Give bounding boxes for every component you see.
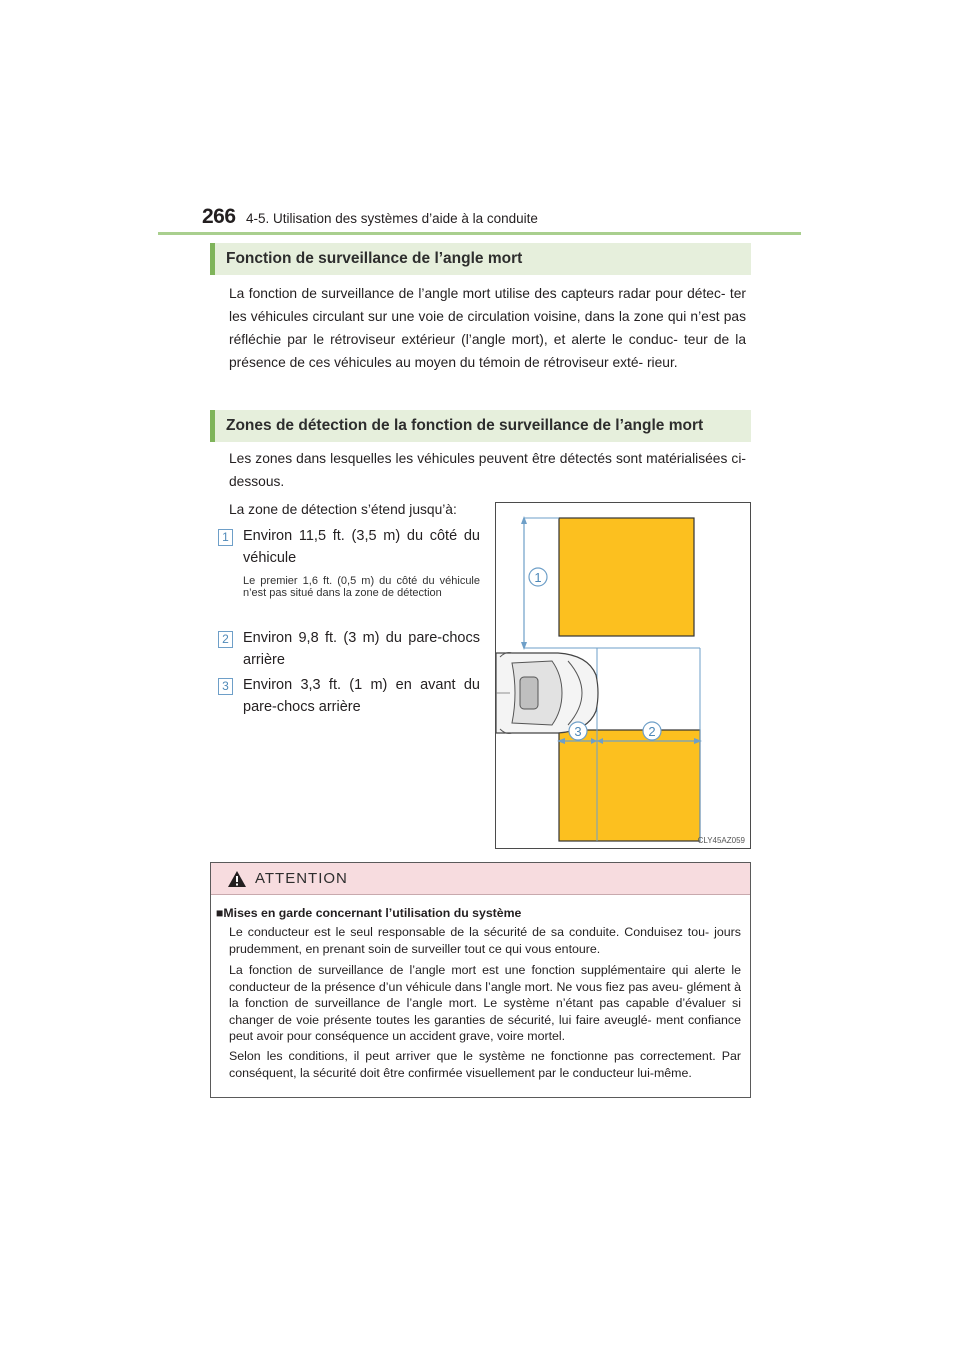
section-heading-text: Fonction de surveillance de l’angle mort <box>226 250 523 267</box>
item-number-badge: 1 <box>218 529 233 546</box>
section-intro-text: Les zones dans lesquelles les véhicules peuvent être détectés sont matérialisées ci-dessous. <box>229 451 746 489</box>
item-number-badge: 2 <box>218 631 233 648</box>
section-body-text: La fonction de surveillance de l’angle mort utilise des capteurs radar pour détec- ter les véhicules circulant sur une voie de circulation voisine, dans la zone qui n’est pas réfléchie par le rétroviseur extérieur (l’angle mort), et alerte le conduc- teur de la présence de ces véhicules au moyen du témoin de rétroviseur exté- rieur. <box>229 286 746 370</box>
attention-paragraph: Le conducteur est le seul responsable de la sécurité de sa conduite. Conduisez tou- jours prudemment, en prenant soin de surveiller tout ce qui vous entoure. <box>229 925 741 956</box>
warning-triangle-icon <box>228 871 246 887</box>
callout-3-label: 3 <box>574 724 582 739</box>
item-number-badge: 3 <box>218 678 233 695</box>
diagram-canvas <box>496 503 750 848</box>
attention-title: ATTENTION <box>255 870 348 887</box>
detection-zone-diagram <box>495 502 751 849</box>
page-number: 266 <box>202 205 236 228</box>
car-top-view-icon <box>496 653 598 734</box>
attention-paragraph: Selon les conditions, il peut arriver que le système ne fonctionne pas correctement. Par conséquent, la sécurité doit être confirmée visuellement par le conducteur lui-même. <box>229 1049 741 1080</box>
list-item-text: Environ 11,5 ft. (3,5 m) du côté du véhicule <box>243 528 480 566</box>
arrow-head-icon <box>521 642 527 650</box>
attention-header <box>211 863 750 895</box>
callout-2-label: 2 <box>648 724 656 739</box>
callout-1-label: 1 <box>534 570 542 585</box>
list-item-text: Environ 9,8 ft. (3 m) du pare-chocs arrière <box>243 630 480 668</box>
list-item-text: Environ 3,3 ft. (1 m) en avant du pare-chocs arrière <box>243 677 480 715</box>
section-heading-detection-zones <box>210 410 751 442</box>
chapter-title: 4-5. Utilisation des systèmes d’aide à la conduite <box>246 211 538 226</box>
attention-subheading: ■Mises en garde concernant l’utilisation du système <box>216 906 522 920</box>
figure-code: CLY45AZ059 <box>697 836 745 845</box>
list-item-note: Le premier 1,6 ft. (0,5 m) du côté du véhicule n’est pas situé dans la zone de détection <box>243 575 480 599</box>
attention-paragraph: La fonction de surveillance de l’angle mort est une fonction supplémentaire qui alerte le conducteur de la présence d’un véhicule dans l’angle mort. Ne vous fiez pas aveu- glément à la fonction de surveillance de l’angle mort. Le système n’étant pas capable d’évaluer si changer de voie présente toutes les garanties de sécurité, lui faire aveuglé- ment confiance peut avoir pour conséquence un accident grave, voire mortel. <box>229 963 741 1043</box>
arrow-head-icon <box>521 516 527 524</box>
header-divider <box>158 232 801 235</box>
upper-detection-zone <box>559 518 694 636</box>
section-heading-blind-spot-monitor <box>210 243 751 275</box>
section-heading-text: Zones de détection de la fonction de surveillance de l’angle mort <box>226 417 704 434</box>
list-lead-text: La zone de détection s’étend jusqu’à: <box>229 502 457 517</box>
lower-detection-zone <box>559 730 700 841</box>
